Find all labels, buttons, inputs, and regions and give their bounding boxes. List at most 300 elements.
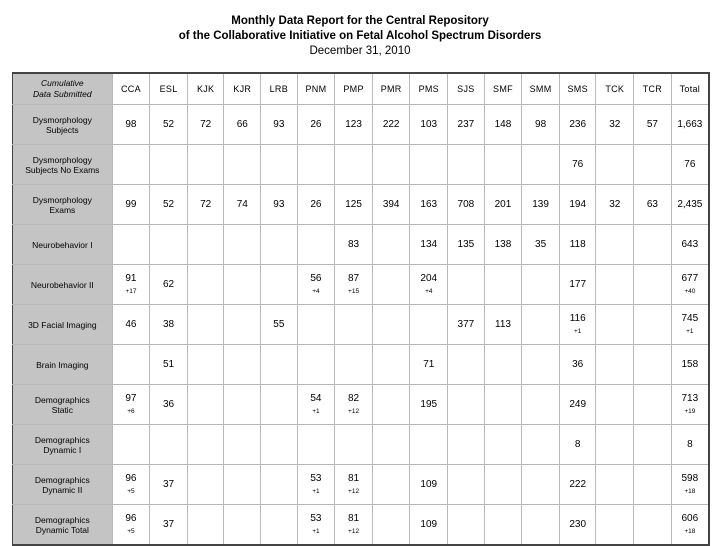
table-cell bbox=[335, 465, 373, 505]
table-cell bbox=[112, 305, 150, 345]
table-cell bbox=[187, 385, 224, 425]
table-cell bbox=[150, 505, 188, 546]
cell-value: 148 bbox=[494, 118, 512, 130]
table-cell bbox=[297, 145, 335, 185]
cell-value: 66 bbox=[236, 118, 248, 130]
column-header-cca: CCA bbox=[112, 73, 150, 105]
table-cell bbox=[261, 305, 298, 345]
table-cell bbox=[484, 145, 522, 185]
cell-value: 37 bbox=[162, 478, 175, 490]
cell-value: 35 bbox=[535, 238, 547, 250]
cell-value: 135 bbox=[457, 238, 475, 250]
table-cell bbox=[671, 305, 709, 345]
row-label bbox=[13, 185, 113, 225]
table-row bbox=[13, 505, 710, 546]
table-cell bbox=[297, 225, 335, 265]
cell-value: 1,663 bbox=[677, 118, 703, 130]
cell-value: 76 bbox=[684, 158, 696, 170]
table-row bbox=[13, 465, 710, 505]
table-cell bbox=[261, 185, 298, 225]
cell-increment: +5 bbox=[127, 528, 135, 535]
table-cell bbox=[596, 385, 634, 425]
table-cell bbox=[261, 265, 298, 305]
table-cell bbox=[112, 505, 150, 546]
cell-value: 37 bbox=[162, 518, 175, 530]
cell-value: 222 bbox=[382, 118, 400, 130]
row-label bbox=[13, 265, 113, 305]
report-title-block bbox=[0, 14, 720, 59]
cell-value: 96 bbox=[125, 513, 137, 524]
table-cell bbox=[596, 425, 634, 465]
table-cell bbox=[297, 305, 335, 345]
table-row bbox=[13, 185, 710, 225]
cell-value: 677 bbox=[681, 273, 699, 284]
cell-value: 113 bbox=[495, 318, 511, 330]
table-row bbox=[13, 105, 710, 145]
cell-value: 26 bbox=[310, 118, 322, 130]
cell-value: 93 bbox=[273, 118, 285, 130]
table-cell bbox=[112, 425, 150, 465]
column-header-smf: SMF bbox=[484, 73, 522, 105]
table-row bbox=[13, 145, 710, 185]
table-cell bbox=[522, 505, 560, 546]
table-cell bbox=[261, 225, 298, 265]
row-label bbox=[13, 345, 113, 385]
cell-value: 52 bbox=[162, 198, 175, 210]
table-cell bbox=[522, 265, 560, 305]
cell-value: 63 bbox=[646, 198, 658, 210]
table-cell bbox=[261, 145, 298, 185]
table-cell bbox=[224, 505, 261, 546]
table-cell bbox=[634, 225, 672, 265]
table-cell bbox=[297, 505, 335, 546]
table-cell bbox=[335, 145, 373, 185]
cell-value: 72 bbox=[200, 198, 212, 210]
table-cell bbox=[634, 345, 672, 385]
table-cell bbox=[187, 265, 224, 305]
table-cell bbox=[372, 185, 410, 225]
table-cell bbox=[671, 465, 709, 505]
cell-value: 55 bbox=[273, 318, 285, 330]
table-cell bbox=[522, 105, 560, 145]
cell-value: 118 bbox=[569, 238, 586, 250]
table-cell bbox=[261, 385, 298, 425]
row-label bbox=[13, 425, 113, 465]
table-cell bbox=[484, 425, 522, 465]
cell-increment: +12 bbox=[348, 528, 360, 535]
table-cell bbox=[150, 145, 188, 185]
table-cell bbox=[559, 385, 596, 425]
cell-value: 377 bbox=[457, 318, 475, 330]
table-cell bbox=[596, 505, 634, 546]
table-cell bbox=[112, 265, 150, 305]
column-header-pmp: PMP bbox=[335, 73, 373, 105]
table-cell bbox=[372, 105, 410, 145]
table-cell bbox=[335, 265, 373, 305]
table-cell bbox=[634, 185, 672, 225]
table-cell bbox=[297, 465, 335, 505]
row-label-line: Dysmorphology bbox=[32, 154, 92, 165]
cell-value: 57 bbox=[646, 118, 658, 130]
cell-increment: +5 bbox=[127, 488, 135, 495]
table-cell bbox=[484, 265, 522, 305]
table-cell bbox=[522, 465, 560, 505]
table-cell bbox=[559, 425, 596, 465]
row-label-line: Brain Imaging bbox=[36, 359, 89, 370]
row-label-line: Dynamic II bbox=[42, 484, 83, 495]
table-cell bbox=[372, 345, 410, 385]
table-cell bbox=[671, 145, 709, 185]
cell-increment: +15 bbox=[348, 288, 360, 295]
cell-value: 116 bbox=[569, 313, 586, 324]
table-cell bbox=[150, 185, 188, 225]
cell-value: 138 bbox=[494, 238, 512, 250]
cell-value: 195 bbox=[420, 398, 438, 410]
table-cell bbox=[671, 505, 709, 546]
cell-value: 204 bbox=[420, 273, 438, 284]
table-cell bbox=[559, 145, 596, 185]
cell-value: 36 bbox=[572, 358, 584, 370]
cell-value: 87 bbox=[347, 273, 360, 284]
row-label-line: Demographics bbox=[34, 514, 90, 525]
table-cell bbox=[187, 145, 224, 185]
table-cell bbox=[150, 225, 188, 265]
table-header-row bbox=[13, 73, 710, 105]
table-cell bbox=[448, 185, 485, 225]
row-label bbox=[13, 385, 113, 425]
table-cell bbox=[522, 345, 560, 385]
table-cell bbox=[596, 265, 634, 305]
cell-value: 51 bbox=[162, 358, 175, 370]
cell-value: 134 bbox=[420, 238, 438, 250]
report-title-line-1: Monthly Data Report for the Central Repository bbox=[231, 15, 489, 27]
cell-value: 109 bbox=[420, 478, 438, 490]
table-cell bbox=[671, 185, 709, 225]
table-cell bbox=[410, 105, 448, 145]
cell-value: 643 bbox=[681, 238, 699, 250]
table-cell bbox=[484, 305, 522, 345]
table-cell bbox=[335, 385, 373, 425]
table-cell bbox=[410, 425, 448, 465]
cell-value: 32 bbox=[609, 118, 621, 130]
row-label-line: Subjects bbox=[46, 124, 79, 135]
cell-increment: +1 bbox=[312, 528, 320, 535]
cell-value: 236 bbox=[569, 118, 587, 130]
cell-increment: +4 bbox=[312, 288, 320, 295]
corner-header bbox=[13, 73, 113, 105]
cell-increment: +6 bbox=[127, 408, 135, 415]
cell-increment: +1 bbox=[573, 328, 582, 335]
table-cell bbox=[372, 505, 410, 546]
table-row bbox=[13, 265, 710, 305]
column-header-sms: SMS bbox=[559, 73, 596, 105]
table-cell bbox=[559, 345, 596, 385]
table-cell bbox=[297, 345, 335, 385]
table-cell bbox=[522, 225, 560, 265]
table-cell bbox=[224, 465, 261, 505]
table-cell bbox=[448, 345, 485, 385]
cell-value: 230 bbox=[569, 518, 587, 530]
table-cell bbox=[372, 305, 410, 345]
table-cell bbox=[671, 385, 709, 425]
table-cell bbox=[372, 145, 410, 185]
table-cell bbox=[596, 465, 634, 505]
cell-value: 109 bbox=[420, 518, 438, 530]
table-cell bbox=[187, 105, 224, 145]
row-label-line: 3D Facial Imaging bbox=[28, 319, 97, 330]
row-label bbox=[13, 505, 113, 546]
cell-increment: +1 bbox=[312, 408, 320, 415]
column-header-tck: TCK bbox=[596, 73, 634, 105]
table-cell bbox=[634, 145, 672, 185]
cell-value: 96 bbox=[125, 473, 137, 484]
table-cell bbox=[484, 105, 522, 145]
cell-value: 8 bbox=[687, 438, 693, 450]
table-cell bbox=[634, 105, 672, 145]
row-label bbox=[13, 465, 113, 505]
corner-label-line-2: Data Submitted bbox=[33, 89, 92, 99]
table-cell bbox=[112, 225, 150, 265]
table-cell bbox=[261, 345, 298, 385]
table-cell bbox=[596, 145, 634, 185]
cell-value: 62 bbox=[162, 278, 175, 290]
table-cell bbox=[224, 385, 261, 425]
table-cell bbox=[261, 425, 298, 465]
row-label-line: Demographics bbox=[34, 394, 90, 405]
table-cell bbox=[522, 385, 560, 425]
table-cell bbox=[596, 225, 634, 265]
table-row bbox=[13, 385, 710, 425]
table-cell bbox=[372, 465, 410, 505]
table-cell bbox=[187, 425, 224, 465]
cell-increment: +18 bbox=[684, 488, 696, 495]
table-cell bbox=[297, 265, 335, 305]
cell-increment: +12 bbox=[348, 488, 360, 495]
row-label-line: Dynamic Total bbox=[35, 524, 89, 535]
table-cell bbox=[522, 425, 560, 465]
table-cell bbox=[410, 185, 448, 225]
table-cell bbox=[297, 185, 335, 225]
table-cell bbox=[187, 225, 224, 265]
table-cell bbox=[297, 425, 335, 465]
cell-value: 158 bbox=[681, 358, 699, 370]
table-cell bbox=[410, 385, 448, 425]
report-title-line-2: of the Collaborative Initiative on Fetal Alcohol Spectrum Disorders bbox=[178, 30, 542, 42]
table-cell bbox=[372, 265, 410, 305]
cell-value: 52 bbox=[162, 118, 175, 130]
cell-increment: +12 bbox=[348, 408, 360, 415]
table-cell bbox=[559, 225, 596, 265]
cell-value: 163 bbox=[420, 198, 438, 210]
cell-increment: +4 bbox=[425, 288, 433, 295]
cell-value: 81 bbox=[347, 513, 360, 524]
table-cell bbox=[559, 305, 596, 345]
cell-value: 708 bbox=[457, 198, 475, 210]
table-cell bbox=[448, 105, 485, 145]
table-cell bbox=[335, 225, 373, 265]
table-cell bbox=[448, 505, 485, 546]
table-cell bbox=[261, 465, 298, 505]
table-cell bbox=[224, 185, 261, 225]
table-cell bbox=[335, 345, 373, 385]
cell-value: 72 bbox=[200, 118, 212, 130]
cell-value: 237 bbox=[457, 118, 475, 130]
cell-increment: +18 bbox=[684, 528, 696, 535]
table-cell bbox=[448, 385, 485, 425]
table-cell bbox=[150, 425, 188, 465]
table-cell bbox=[559, 465, 596, 505]
table-row bbox=[13, 225, 710, 265]
table-cell bbox=[596, 345, 634, 385]
table-cell bbox=[559, 505, 596, 546]
table-cell bbox=[410, 345, 448, 385]
row-label-line: Demographics bbox=[34, 434, 90, 445]
table-cell bbox=[671, 345, 709, 385]
column-header-sjs: SJS bbox=[448, 73, 485, 105]
table-cell bbox=[410, 465, 448, 505]
column-header-lrb: LRB bbox=[261, 73, 298, 105]
row-label-line: Static bbox=[51, 404, 73, 415]
table-cell bbox=[559, 265, 596, 305]
cell-value: 93 bbox=[273, 198, 285, 210]
table-cell bbox=[448, 425, 485, 465]
row-label-line: Neurobehavior I bbox=[32, 239, 93, 250]
cell-value: 222 bbox=[569, 478, 587, 490]
column-header-tcr: TCR bbox=[634, 73, 672, 105]
cell-value: 83 bbox=[347, 238, 360, 250]
table-cell bbox=[671, 105, 709, 145]
row-label-line: Subjects No Exams bbox=[25, 164, 100, 175]
table-cell bbox=[335, 185, 373, 225]
row-label-line: Demographics bbox=[34, 474, 90, 485]
cell-value: 32 bbox=[609, 198, 621, 210]
column-header-smm: SMM bbox=[522, 73, 560, 105]
cell-value: 139 bbox=[532, 198, 549, 210]
cell-value: 82 bbox=[347, 393, 360, 404]
table-cell bbox=[596, 305, 634, 345]
cell-value: 76 bbox=[572, 158, 584, 170]
cell-value: 38 bbox=[162, 318, 175, 330]
table-cell bbox=[484, 345, 522, 385]
table-cell bbox=[484, 385, 522, 425]
table-cell bbox=[112, 105, 150, 145]
table-cell bbox=[484, 465, 522, 505]
table-cell bbox=[112, 385, 150, 425]
table-cell bbox=[150, 345, 188, 385]
cell-value: 81 bbox=[347, 473, 360, 484]
table-cell bbox=[224, 225, 261, 265]
table-cell bbox=[187, 345, 224, 385]
cell-value: 53 bbox=[310, 513, 322, 524]
table-cell bbox=[224, 345, 261, 385]
cell-value: 8 bbox=[574, 438, 581, 450]
table-cell bbox=[522, 145, 560, 185]
cell-value: 26 bbox=[310, 198, 322, 210]
table-cell bbox=[224, 145, 261, 185]
table-cell bbox=[448, 225, 485, 265]
table-cell bbox=[372, 425, 410, 465]
table-cell bbox=[335, 425, 373, 465]
cell-value: 177 bbox=[569, 278, 587, 290]
cell-value: 54 bbox=[310, 393, 322, 404]
cell-increment: +1 bbox=[686, 328, 694, 335]
row-label-line: Dysmorphology bbox=[32, 114, 92, 125]
table-cell bbox=[335, 305, 373, 345]
cell-increment: +19 bbox=[684, 408, 696, 415]
cell-increment: +17 bbox=[125, 288, 137, 295]
table-cell bbox=[596, 105, 634, 145]
table-cell bbox=[671, 225, 709, 265]
table-cell bbox=[559, 185, 596, 225]
cell-increment: +40 bbox=[684, 288, 696, 295]
table-cell bbox=[261, 505, 298, 546]
cell-value: 745 bbox=[681, 313, 699, 324]
table-cell bbox=[410, 145, 448, 185]
table-cell bbox=[150, 265, 188, 305]
cell-value: 394 bbox=[382, 198, 400, 210]
row-label-line: Exams bbox=[49, 204, 76, 215]
table-cell bbox=[410, 505, 448, 546]
row-label-line: Neurobehavior II bbox=[30, 279, 94, 290]
cell-value: 2,435 bbox=[677, 198, 703, 210]
table-cell bbox=[224, 305, 261, 345]
table-cell bbox=[522, 305, 560, 345]
column-header-pms: PMS bbox=[410, 73, 448, 105]
cell-value: 46 bbox=[125, 318, 137, 330]
cell-value: 606 bbox=[681, 513, 699, 524]
data-report-table bbox=[12, 72, 710, 546]
row-label-line: Dynamic I bbox=[43, 444, 82, 455]
cell-value: 36 bbox=[162, 398, 175, 410]
table-cell bbox=[224, 265, 261, 305]
table-cell bbox=[634, 305, 672, 345]
table-cell bbox=[224, 105, 261, 145]
cell-value: 74 bbox=[236, 198, 248, 210]
row-label bbox=[13, 105, 113, 145]
cell-value: 201 bbox=[494, 198, 512, 210]
table-cell bbox=[634, 265, 672, 305]
table-cell bbox=[522, 185, 560, 225]
cell-value: 713 bbox=[681, 393, 699, 404]
cell-value: 98 bbox=[125, 118, 137, 130]
cell-value: 98 bbox=[535, 118, 547, 130]
column-header-kjr: KJR bbox=[224, 73, 261, 105]
table-cell bbox=[634, 505, 672, 546]
row-label bbox=[13, 225, 113, 265]
cell-value: 125 bbox=[345, 198, 362, 210]
table-cell bbox=[634, 385, 672, 425]
cell-value: 53 bbox=[310, 473, 322, 484]
table-cell bbox=[112, 345, 150, 385]
table-cell bbox=[297, 385, 335, 425]
column-header-pmr: PMR bbox=[372, 73, 410, 105]
table-cell bbox=[634, 425, 672, 465]
table-cell bbox=[187, 465, 224, 505]
table-cell bbox=[671, 425, 709, 465]
table-cell bbox=[335, 505, 373, 546]
column-header-kjk: KJK bbox=[187, 73, 224, 105]
table-cell bbox=[335, 105, 373, 145]
table-cell bbox=[596, 185, 634, 225]
table-cell bbox=[224, 425, 261, 465]
table-cell bbox=[187, 505, 224, 546]
row-label bbox=[13, 305, 113, 345]
table-cell bbox=[112, 145, 150, 185]
table-row bbox=[13, 345, 710, 385]
table-cell bbox=[372, 225, 410, 265]
cell-value: 249 bbox=[569, 398, 587, 410]
table-cell bbox=[448, 305, 485, 345]
